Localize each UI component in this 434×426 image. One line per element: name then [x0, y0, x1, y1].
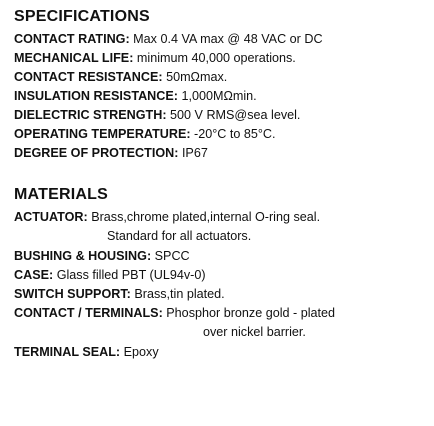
material-value: Brass,tin plated. — [134, 287, 225, 301]
material-label: ACTUATOR: — [14, 210, 88, 224]
specifications-heading: SPECIFICATIONS — [14, 8, 150, 25]
material-label: CASE: — [14, 268, 54, 282]
materials-heading: MATERIALS — [14, 186, 108, 203]
material-contact-terminals — [14, 305, 335, 321]
material-value: Glass filled PBT (UL94v-0) — [56, 268, 206, 282]
material-label: SWITCH SUPPORT: — [14, 287, 131, 301]
material-actuator-continuation: Standard for all actuators. — [107, 229, 252, 243]
material-value: SPCC — [154, 249, 190, 263]
spec-value: 1,000MΩmin. — [181, 89, 257, 103]
spec-label: OPERATING TEMPERATURE: — [14, 127, 191, 141]
spec-value: IP67 — [181, 146, 208, 160]
spec-value: Max 0.4 VA max @ 48 VAC or DC — [133, 32, 323, 46]
spec-degree-of-protection — [14, 145, 208, 161]
material-value: Brass,chrome plated,internal O-ring seal. — [91, 210, 321, 224]
spec-value: minimum 40,000 operations. — [136, 51, 296, 65]
spec-label: DEGREE OF PROTECTION: — [14, 146, 179, 160]
spec-label: DIELECTRIC STRENGTH: — [14, 108, 167, 122]
material-value: Epoxy — [123, 345, 159, 359]
spec-dielectric-strength — [14, 107, 300, 123]
spec-value: 50mΩmax. — [166, 70, 228, 84]
material-label: TERMINAL SEAL: — [14, 345, 121, 359]
spec-label: MECHANICAL LIFE: — [14, 51, 134, 65]
spec-label: CONTACT RESISTANCE: — [14, 70, 163, 84]
spec-operating-temperature — [14, 126, 276, 142]
spec-label: CONTACT RATING: — [14, 32, 130, 46]
material-case — [14, 267, 206, 283]
spec-contact-rating — [14, 31, 323, 47]
material-label: BUSHING & HOUSING: — [14, 249, 152, 263]
spec-value: -20°C to 85°C. — [194, 127, 276, 141]
material-contact-terminals-continuation: over nickel barrier. — [203, 325, 306, 339]
material-bushing-housing — [14, 248, 190, 264]
material-value: Phosphor bronze gold - plated — [166, 306, 336, 320]
spec-value: 500 V RMS@sea level. — [170, 108, 301, 122]
spec-label: INSULATION RESISTANCE: — [14, 89, 178, 103]
material-actuator — [14, 209, 320, 225]
material-label: CONTACT / TERMINALS: — [14, 306, 163, 320]
spec-mechanical-life — [14, 50, 296, 66]
spec-insulation-resistance — [14, 88, 257, 104]
material-switch-support — [14, 286, 225, 302]
material-terminal-seal — [14, 344, 159, 360]
spec-contact-resistance — [14, 69, 227, 85]
